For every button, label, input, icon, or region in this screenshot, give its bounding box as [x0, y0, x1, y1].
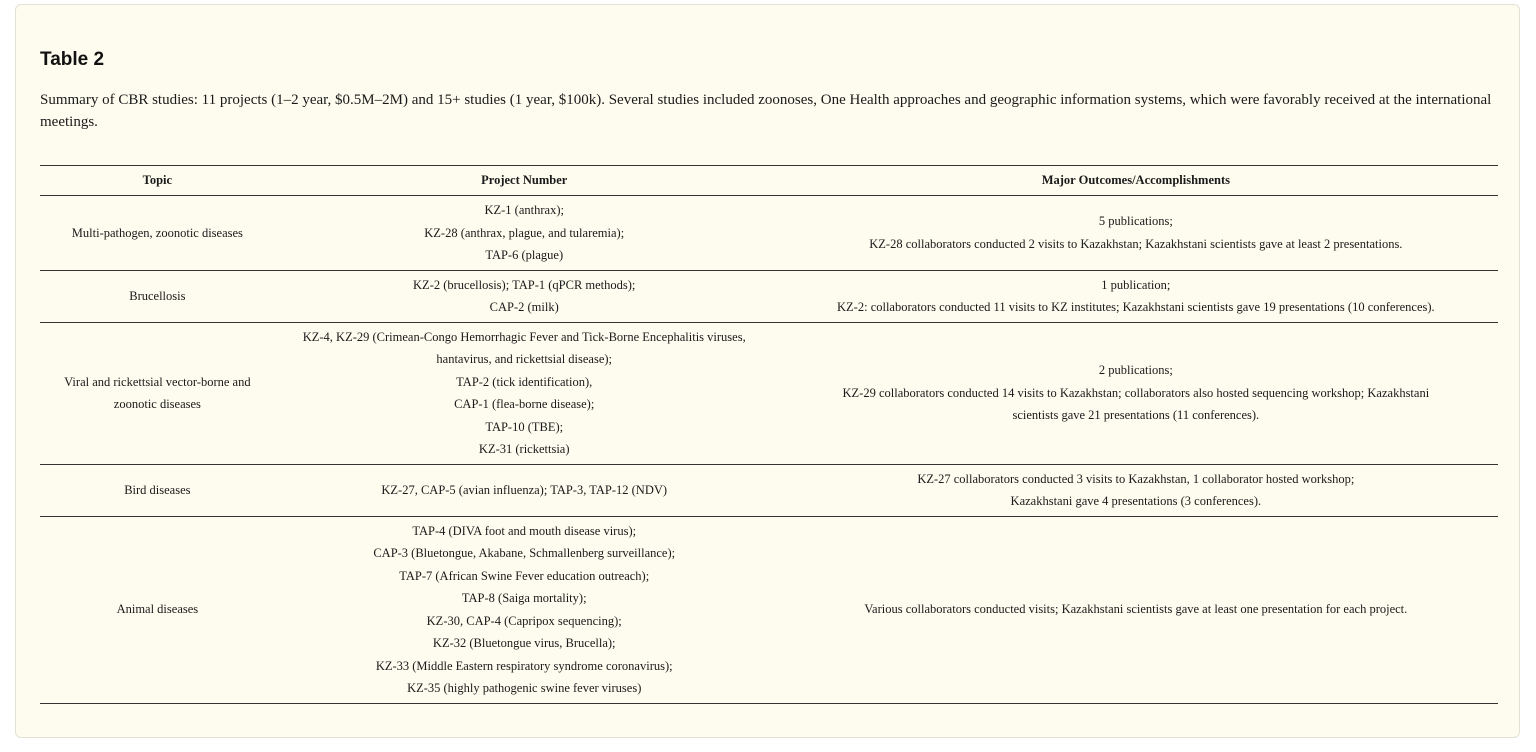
outcome-line: Kazakhstani gave 4 presentations (3 conferences). [1010, 494, 1262, 508]
cell-outcome [774, 516, 1498, 703]
table-title: Table 2 [40, 49, 105, 70]
data-table [40, 165, 1498, 704]
outcome-line: scientists gave 21 presentations (11 conferences). [1012, 408, 1260, 423]
cell-project [275, 270, 774, 322]
outcome-line: KZ-28 collaborators conducted 2 visits to Kazakhstan; Kazakhstani scientists gave at least 2 presentations. [869, 236, 1403, 251]
project-line: TAP-4 (DIVA foot and mouth disease virus); [412, 523, 637, 538]
cell-project [275, 516, 774, 703]
cell-topic: Multi-pathogen, zoonotic diseases [40, 196, 275, 271]
outcome-line: KZ-27 collaborators conducted 3 visits to Kazakhstan, 1 collaborator hosted workshop; [917, 471, 1355, 486]
cell-topic: Bird diseases [40, 464, 275, 516]
project-line: KZ-27, CAP-5 (avian influenza); TAP-3, TAP-12 (NDV) [381, 482, 668, 497]
header-topic: Topic [40, 166, 275, 196]
cell-topic: Viral and rickettsial vector-borne and zoonotic diseases [40, 322, 275, 464]
project-line: KZ-28 (anthrax, plague, and tularemia); [424, 225, 625, 240]
project-line: KZ-32 (Bluetongue virus, Brucella); [432, 636, 616, 650]
project-line: KZ-30, CAP-4 (Capripox sequencing); [426, 613, 622, 628]
project-line: CAP-3 (Bluetongue, Akabane, Schmallenberg surveillance); [373, 546, 676, 560]
project-line: KZ-35 (highly pathogenic swine fever viruses) [407, 681, 642, 695]
project-line: TAP-2 (tick identification), [456, 374, 593, 389]
project-line: KZ-33 (Middle Eastern respiratory syndrome coronavirus); [375, 658, 673, 673]
header-outcomes: Major Outcomes/Accomplishments [774, 166, 1498, 196]
table-body [40, 196, 1498, 704]
outcome-line: KZ-2: collaborators conducted 11 visits to KZ institutes; Kazakhstani scientists gave 19 presentations (10 conferences). [837, 300, 1435, 314]
project-line: KZ-1 (anthrax); [484, 203, 564, 217]
cell-outcome [774, 322, 1498, 464]
project-line: TAP-6 (plague) [485, 248, 564, 262]
table-row [40, 464, 1498, 516]
table-row [40, 322, 1498, 464]
project-line: TAP-8 (Saiga mortality); [461, 591, 587, 605]
table-row [40, 516, 1498, 703]
outcome-line: 5 publications; [1098, 214, 1173, 229]
project-line: CAP-2 (milk) [489, 300, 559, 314]
header-row [40, 166, 1498, 196]
outcome-line: 2 publications; [1098, 363, 1173, 378]
cell-outcome [774, 270, 1498, 322]
project-line: hantavirus, and rickettsial disease); [436, 352, 613, 366]
outcome-line: KZ-29 collaborators conducted 14 visits to Kazakhstan; collaborators also hosted sequencing workshop; Kazakhstani [842, 385, 1430, 400]
cell-outcome [774, 196, 1498, 271]
project-line: TAP-7 (African Swine Fever education outreach); [399, 568, 650, 583]
project-line: TAP-10 (TBE); [485, 419, 564, 434]
table-caption: Summary of CBR studies: 11 projects (1–2 year, $0.5M–2M) and 15+ studies (1 year, $100k). Several studies included zoonoses, One Health approaches and geographic information systems, which were favorably received at the international meetings. [40, 92, 1492, 130]
cell-topic: Brucellosis [40, 270, 275, 322]
project-line: KZ-4, KZ-29 (Crimean-Congo Hemorrhagic Fever and Tick-Borne Encephalitis viruses, [302, 329, 746, 344]
outcome-line: 1 publication; [1101, 277, 1171, 292]
cell-topic: Animal diseases [116, 602, 199, 617]
table-panel [15, 4, 1520, 738]
table-row [40, 270, 1498, 322]
project-line: KZ-2 (brucellosis); TAP-1 (qPCR methods); [413, 277, 636, 292]
cell-project [275, 464, 774, 516]
outcome-line: Various collaborators conducted visits; Kazakhstani scientists gave at least one presentation for each project. [864, 602, 1408, 617]
project-line: KZ-31 (rickettsia) [478, 442, 570, 456]
cell-project [275, 322, 774, 464]
cell-project [275, 196, 774, 271]
table-row [40, 196, 1498, 271]
cell-outcome [774, 464, 1498, 516]
project-line: CAP-1 (flea-borne disease); [454, 397, 595, 411]
header-project-number: Project Number [275, 166, 774, 196]
